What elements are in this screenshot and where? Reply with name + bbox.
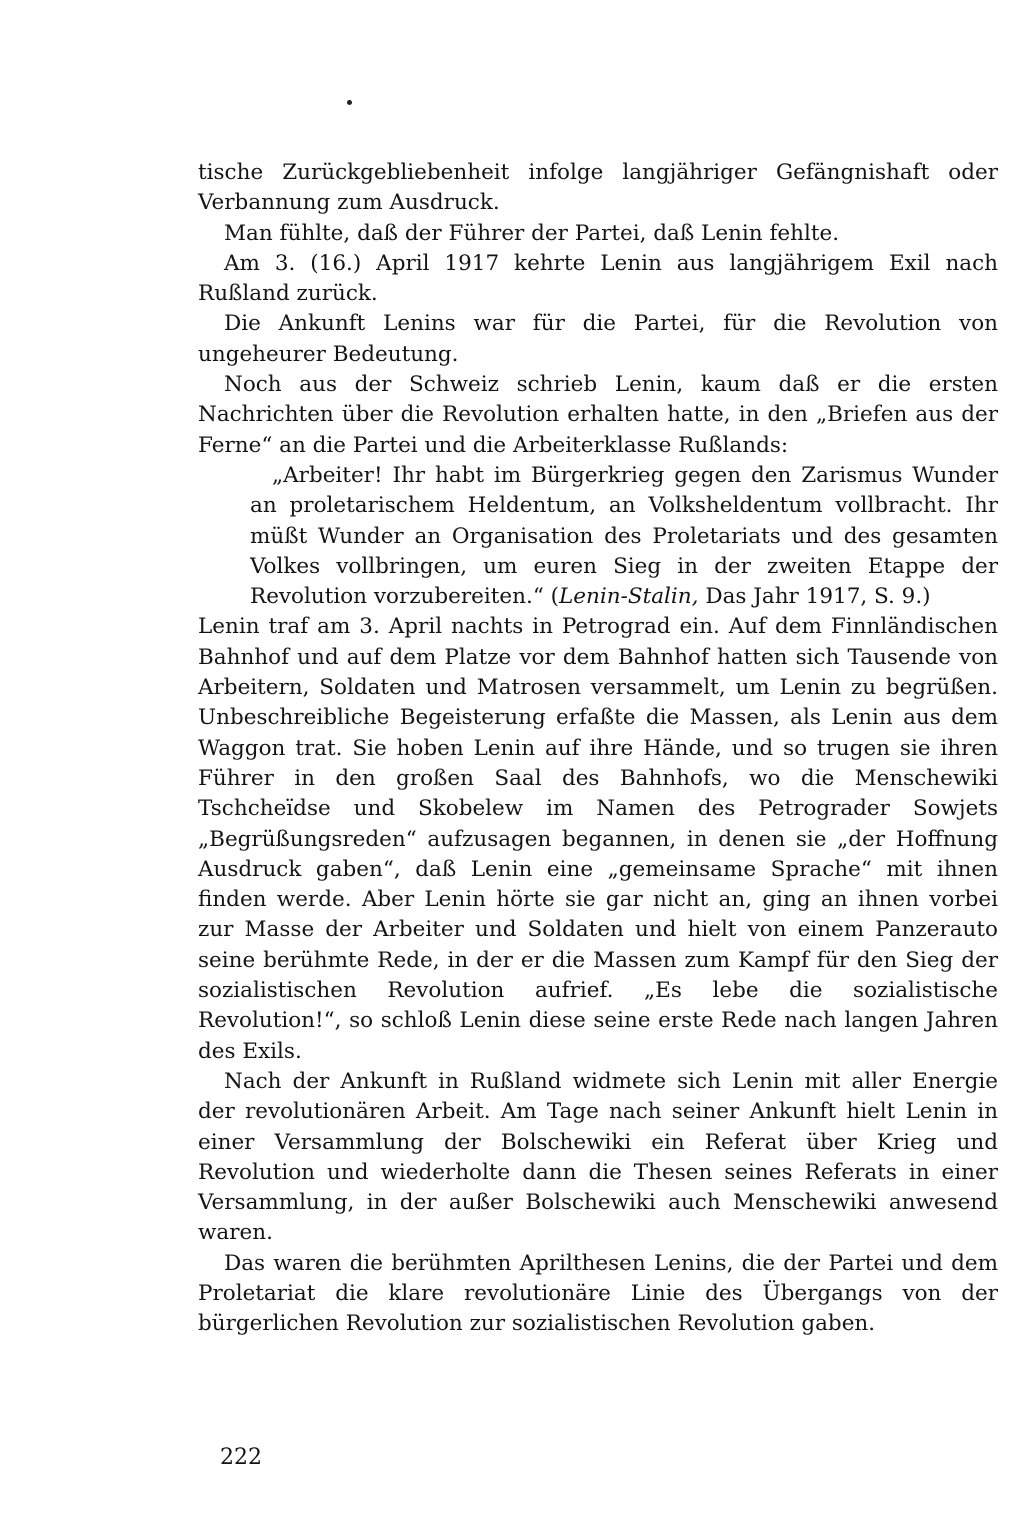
quote-source: Das Jahr 1917, S. 9.) bbox=[698, 584, 931, 610]
paragraph: Nach der Ankunft in Rußland widmete sich Lenin mit aller Energie der revolutionären Arbeit. Am Tage nach seiner Ankunft hielt Lenin in einer Versammlung der Bolschewiki ein Referat über Krieg und Revolution und wiederholte dann die Thesen seines Referats in einer Versammlung, in der außer Bolschewiki auch Menschewiki anwesend waren. bbox=[198, 1068, 998, 1246]
paragraph-continuation: tische Zurückgebliebenheit infolge langjähriger Gefängnishaft oder Verbannung zum Ausdruck. bbox=[198, 160, 998, 216]
paragraph: Lenin traf am 3. April nachts in Petrograd ein. Auf dem Finnländischen Bahnhof und auf dem Platze vor dem Bahnhof hatten sich Tausende von Arbeitern, Soldaten und Matrosen versammelt, um Lenin zu begrüßen. Unbeschreibliche Begeisterung erfaßte die Massen, als Lenin aus dem Waggon trat. Sie hoben Lenin auf ihre Hände, und so trugen sie ihren Führer in den großen Saal des Bahnhofs, wo die Menschewiki Tschcheïdse und Skobelew im Namen des Petrograder Sowjets „Begrüßungsreden“ aufzusagen begannen, in denen sie „der Hoffnung Ausdruck gaben“, daß Lenin eine „gemeinsame Sprache“ mit ihnen finden werde. Aber Lenin hörte sie gar nicht an, ging an ihnen vorbei zur Masse der Arbeiter und Soldaten und hielt von einem Panzerauto seine berühmte Rede, in der er die Massen zum Kampf für den Sieg der sozialistischen Revolution aufrief. „Es lebe die sozialistische Revolution!“, so schloß Lenin diese seine erste Rede nach langen Jahren des Exils. bbox=[198, 614, 998, 1064]
body-text bbox=[198, 158, 998, 1340]
page-number: 222 bbox=[220, 1445, 262, 1470]
quote-text: „Arbeiter! Ihr habt im Bürgerkrieg gegen den Zarismus Wunder an proletarischem Heldentum, an Volksheldentum vollbracht. Ihr müßt Wunder an Organisation des Proletariats und des gesamten Volkes vollbringen, um euren Sieg in der zweiten Etappe der Revolution vorzubereiten.“ ( bbox=[250, 462, 998, 610]
print-speck bbox=[347, 100, 352, 105]
paragraph: Die Ankunft Lenins war für die Partei, für die Revolution von ungeheurer Bedeutung. bbox=[198, 311, 998, 367]
quote-source-italic: Lenin-Stalin, bbox=[559, 584, 699, 610]
paragraph: Noch aus der Schweiz schrieb Lenin, kaum daß er die ersten Nachrichten über die Revolution erhalten hatte, in den „Briefen aus der Ferne“ an die Partei und die Arbeiterklasse Rußlands: bbox=[198, 372, 998, 458]
paragraph: Das waren die berühmten Aprilthesen Lenins, die der Partei und dem Proletariat die klare revolutionäre Linie des Übergangs von der bürgerlichen Revolution zur sozialistischen Revolution gaben. bbox=[198, 1250, 998, 1337]
paragraph: Man fühlte, daß der Führer der Partei, daß Lenin fehlte. bbox=[224, 220, 840, 246]
quote-body bbox=[250, 461, 998, 612]
lenin-quote bbox=[250, 461, 998, 612]
paragraph: Am 3. (16.) April 1917 kehrte Lenin aus langjährigem Exil nach Rußland zurück. bbox=[198, 250, 998, 307]
